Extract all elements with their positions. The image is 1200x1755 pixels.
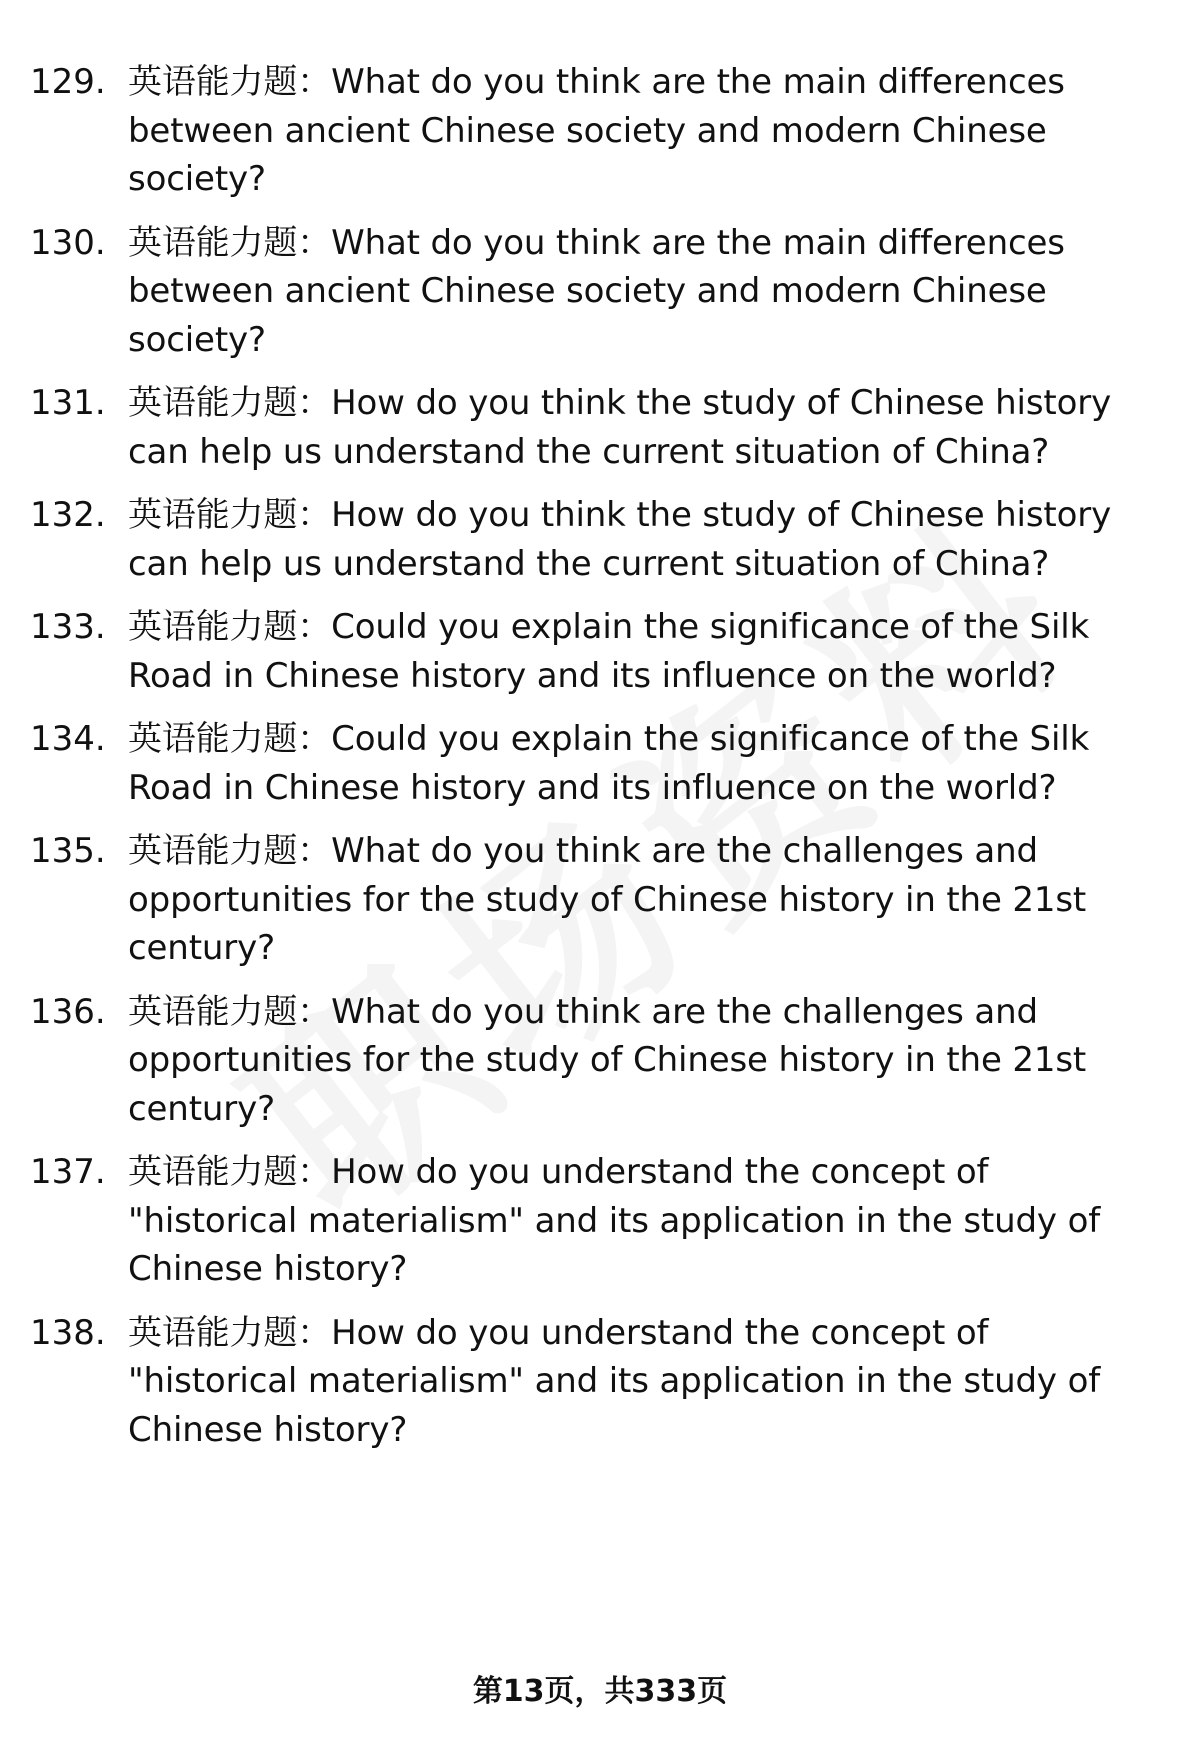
question-text: 英语能力题：How do you think the study of Chinese history can help us understand the current situation of China? (128, 383, 1112, 472)
question-text: 英语能力题：What do you think are the main differences between ancient Chinese society and modern Chinese society? (128, 222, 1065, 360)
question-number: 134. (30, 719, 106, 759)
question-number: 133. (30, 607, 106, 647)
question-item (0, 988, 1200, 1134)
question-item (0, 603, 1200, 700)
question-item (0, 1148, 1200, 1294)
question-number: 129. (30, 62, 106, 102)
question-item (0, 1309, 1200, 1455)
question-list (0, 58, 1200, 1454)
question-text: 英语能力题：What do you think are the challenges and opportunities for the study of Chinese history in the 21st century? (128, 991, 1087, 1129)
question-text: 英语能力题：Could you explain the significance of the Silk Road in Chinese history and its influence on the world? (128, 607, 1090, 696)
question-number: 131. (30, 383, 106, 423)
question-number: 137. (30, 1152, 106, 1192)
question-item (0, 491, 1200, 588)
question-number: 138. (30, 1312, 106, 1353)
question-text: 英语能力题：What do you think are the main differences between ancient Chinese society and modern Chinese society? (128, 62, 1065, 199)
question-number: 135. (30, 831, 106, 871)
question-item (0, 715, 1200, 812)
question-item (0, 827, 1200, 973)
page-footer: 第13页，共333页 (472, 1674, 728, 1709)
question-text: 英语能力题：Could you explain the significance of the Silk Road in Chinese history and its influence on the world? (128, 719, 1090, 808)
question-number: 130. (30, 222, 106, 263)
question-number: 132. (30, 495, 106, 535)
question-text: 英语能力题：How do you understand the concept of "historical materialism" and its application in the study of Chinese history? (128, 1312, 1101, 1450)
question-number: 136. (30, 991, 106, 1032)
question-item (0, 219, 1200, 365)
question-item (0, 58, 1200, 204)
question-text: 英语能力题：How do you understand the concept of "historical materialism" and its application in the study of Chinese history? (128, 1152, 1101, 1289)
question-item (0, 379, 1200, 476)
question-text: 英语能力题：How do you think the study of Chinese history can help us understand the current situation of China? (128, 495, 1112, 584)
question-text: 英语能力题：What do you think are the challenges and opportunities for the study of Chinese history in the 21st century? (128, 831, 1087, 968)
